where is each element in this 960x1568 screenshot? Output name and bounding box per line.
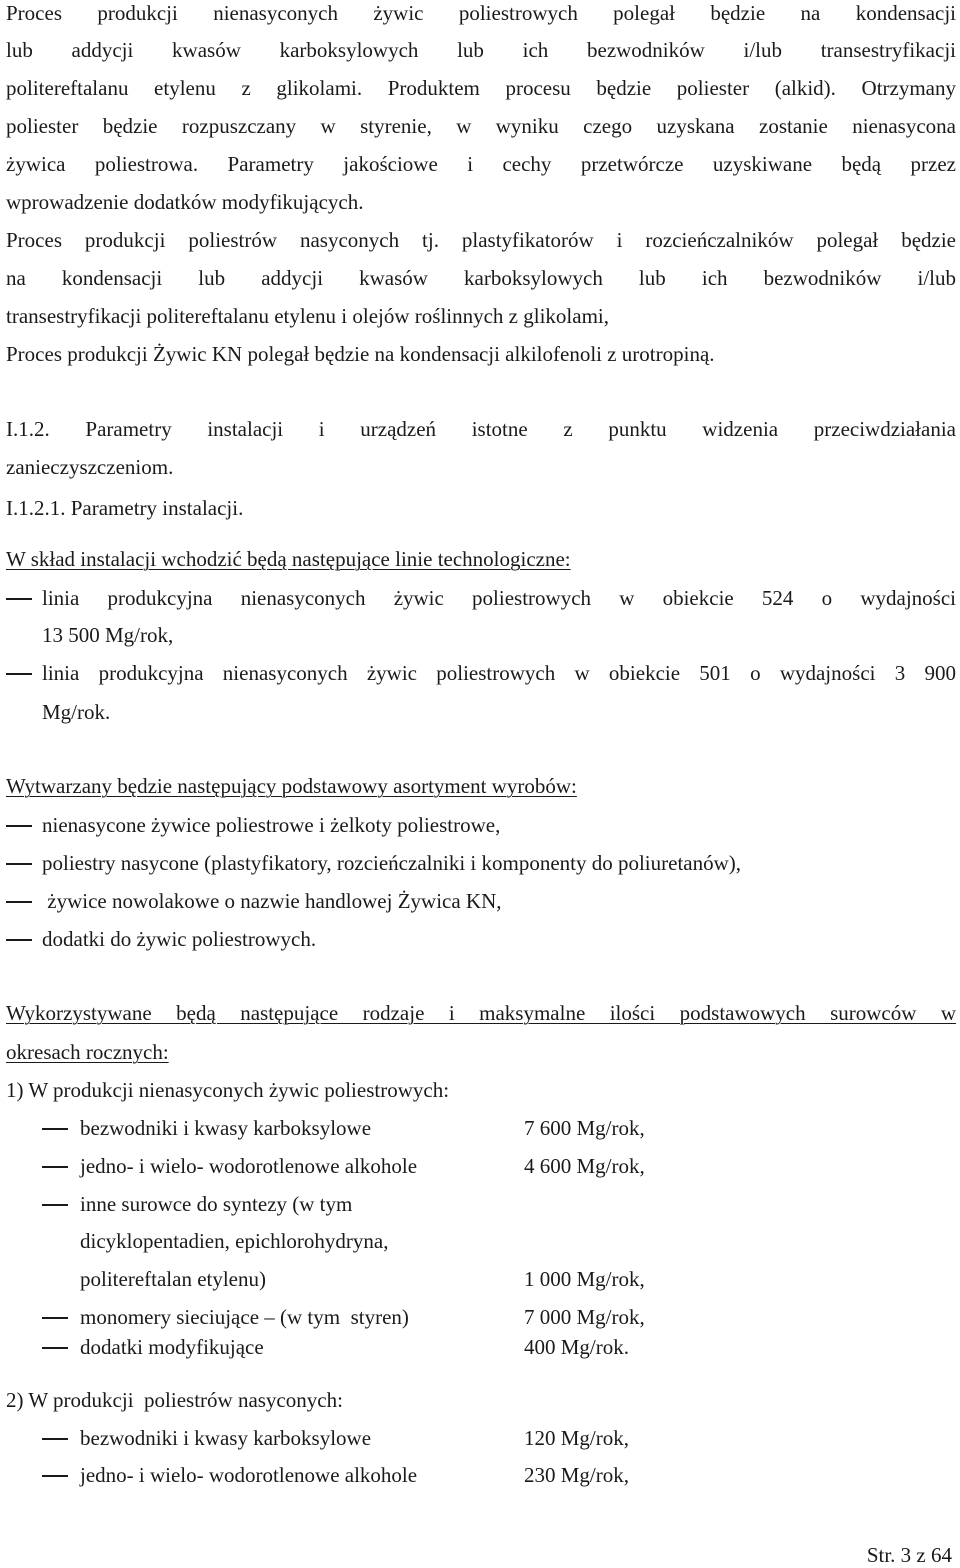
dash-bullet xyxy=(42,1438,68,1440)
materials-heading: Wykorzystywane będą następujące rodzaje i maksymalne ilości podstawowych surowców w xyxy=(6,1001,956,1025)
dash-bullet xyxy=(42,1317,68,1319)
dash-bullet xyxy=(6,598,32,600)
material-name-cont: politereftalan etylenu) xyxy=(80,1267,266,1291)
material-name: jedno- i wielo- wodorotlenowe alkohole xyxy=(80,1154,418,1178)
material-value: 400 Mg/rok. xyxy=(524,1335,629,1359)
dash-bullet xyxy=(6,825,32,827)
lines-item-2-cont: Mg/rok. xyxy=(42,700,111,724)
intro-line-10: Proces produkcji Żywic KN polegał będzie na kondensacji alkilofenoli z urotropiną. xyxy=(6,342,715,366)
page-number: Str. 3 z 64 xyxy=(866,1543,952,1567)
materials-group-1-label: 1) W produkcji nienasyconych żywic poliestrowych: xyxy=(6,1078,450,1102)
dash-bullet xyxy=(6,901,32,903)
assortment-heading: Wytwarzany będzie następujący podstawowy asortyment wyrobów: xyxy=(6,774,577,798)
assortment-item-2: poliestry nasycone (plastyfikatory, rozcieńczalniki i komponenty do poliuretanów), xyxy=(42,851,742,875)
section-heading-112-cont: zanieczyszczeniom. xyxy=(6,455,174,479)
material-name: inne surowce do syntezy (w tym xyxy=(80,1192,353,1216)
dash-bullet xyxy=(42,1204,68,1206)
dash-bullet xyxy=(42,1347,68,1349)
intro-line-5: żywica poliestrowa. Parametry jakościowe i cechy przetwórcze uzyskiwane będą przez xyxy=(6,152,956,176)
material-name: dodatki modyfikujące xyxy=(80,1335,264,1359)
lines-heading: W skład instalacji wchodzić będą następujące linie technologiczne: xyxy=(6,547,571,571)
dash-bullet xyxy=(42,1475,68,1477)
material-value: 7 600 Mg/rok, xyxy=(524,1116,645,1140)
material-value: 1 000 Mg/rok, xyxy=(524,1267,645,1291)
dash-bullet xyxy=(42,1166,68,1168)
materials-heading-cont: okresach rocznych: xyxy=(6,1040,169,1064)
intro-line-6: wprowadzenie dodatków modyfikujących. xyxy=(6,190,364,214)
assortment-item-4: dodatki do żywic poliestrowych. xyxy=(42,927,317,951)
assortment-item-1: nienasycone żywice poliestrowe i żelkoty poliestrowe, xyxy=(42,813,501,837)
material-value: 4 600 Mg/rok, xyxy=(524,1154,645,1178)
dash-bullet xyxy=(6,939,32,941)
lines-item-1-cont: 13 500 Mg/rok, xyxy=(42,623,174,647)
section-heading-1121: I.1.2.1. Parametry instalacji. xyxy=(6,496,244,520)
lines-item-2: linia produkcyjna nienasyconych żywic poliestrowych w obiekcie 501 o wydajności 3 900 xyxy=(42,661,956,685)
intro-line-7: Proces produkcji poliestrów nasyconych tj. plastyfikatorów i rozcieńczalników polegał będzie xyxy=(6,228,956,252)
material-name: bezwodniki i kwasy karboksylowe xyxy=(80,1426,372,1450)
material-name: jedno- i wielo- wodorotlenowe alkohole xyxy=(80,1463,418,1487)
intro-line-4: poliester będzie rozpuszczany w styrenie, w wyniku czego uzyskana zostanie nienasycona xyxy=(6,114,956,138)
materials-group-2-label: 2) W produkcji poliestrów nasyconych: xyxy=(6,1388,343,1412)
section-heading-112: I.1.2. Parametry instalacji i urządzeń istotne z punktu widzenia przeciwdziałania xyxy=(6,417,956,441)
material-name-cont: dicyklopentadien, epichlorohydryna, xyxy=(80,1229,389,1253)
intro-line-9: transestryfikacji politereftalanu etylenu i olejów roślinnych z glikolami, xyxy=(6,304,609,328)
assortment-item-3: żywice nowolakowe o nazwie handlowej Żywica KN, xyxy=(42,889,502,913)
intro-line-8: na kondensacji lub addycji kwasów karboksylowych lub ich bezwodników i/lub xyxy=(6,266,956,290)
dash-bullet xyxy=(42,1128,68,1130)
material-name: monomery sieciujące – (w tym styren) xyxy=(80,1305,409,1329)
lines-item-1: linia produkcyjna nienasyconych żywic poliestrowych w obiekcie 524 o wydajności xyxy=(42,586,956,610)
material-value: 7 000 Mg/rok, xyxy=(524,1305,645,1329)
dash-bullet xyxy=(6,673,32,675)
intro-line-3: politereftalanu etylenu z glikolami. Produktem procesu będzie poliester (alkid). Otrzymany xyxy=(6,76,956,100)
material-value: 230 Mg/rok, xyxy=(524,1463,629,1487)
material-value: 120 Mg/rok, xyxy=(524,1426,629,1450)
material-name: bezwodniki i kwasy karboksylowe xyxy=(80,1116,372,1140)
intro-line-1: Proces produkcji nienasyconych żywic poliestrowych polegał będzie na kondensacji xyxy=(6,1,956,25)
intro-line-2: lub addycji kwasów karboksylowych lub ich bezwodników i/lub transestryfikacji xyxy=(6,38,956,62)
dash-bullet xyxy=(6,863,32,865)
